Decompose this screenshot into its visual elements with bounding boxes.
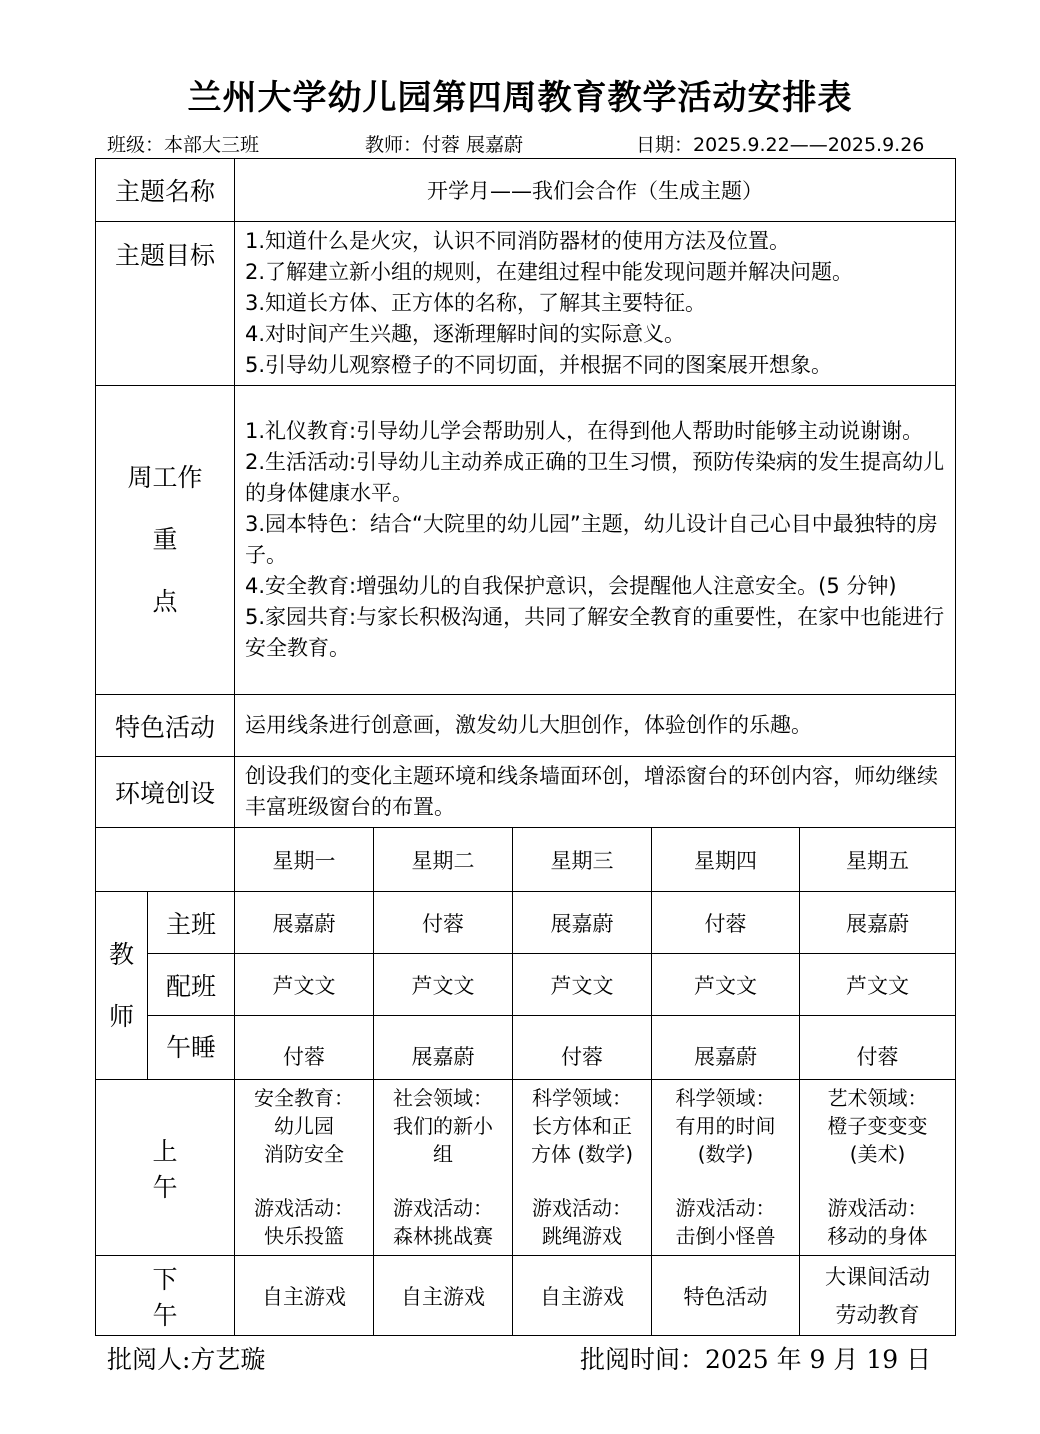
lesson-line: 我们的新小 — [393, 1114, 494, 1138]
afternoon-line: 劳动教育 — [835, 1302, 920, 1327]
schedule-table — [95, 158, 956, 1336]
environment-value: 创设我们的变化主题环境和线条墙面环创，增添窗台的环创内容，师幼继续丰富班级窗台的布置。 — [235, 757, 956, 828]
afternoon-label: 下午 — [96, 1256, 235, 1336]
role-label: 午睡 — [148, 1016, 235, 1080]
corner-cell — [96, 828, 235, 892]
page-title: 兰州大学幼儿园第四周教育教学活动安排表 — [187, 78, 853, 118]
game-line: 跳绳游戏 — [542, 1224, 623, 1248]
teacher-name: 付蓉 — [374, 892, 513, 954]
goals-list — [235, 222, 956, 386]
game-line: 游戏活动： — [532, 1196, 633, 1220]
morning-label: 上午 — [96, 1080, 235, 1256]
lesson-line: 有用的时间 — [675, 1114, 776, 1138]
lesson-line: 艺术领域： — [827, 1086, 928, 1110]
feature-label: 特色活动 — [96, 695, 235, 757]
day-header: 星期二 — [374, 828, 513, 892]
feature-value: 运用线条进行创意画，激发幼儿大胆创作，体验创作的乐趣。 — [235, 695, 956, 757]
game-line: 移动的身体 — [827, 1224, 928, 1248]
lesson-line: 组 — [433, 1142, 454, 1166]
afternoon-cell: 自主游戏 — [513, 1256, 652, 1336]
afternoon-cell: 自主游戏 — [374, 1256, 513, 1336]
date-info: 日期：2025.9.22——2025.9.26 — [636, 134, 925, 156]
game-line: 森林挑战赛 — [393, 1224, 494, 1248]
theme-label: 主题名称 — [96, 159, 235, 222]
goals-label: 主题目标 — [96, 222, 235, 386]
game-line: 击倒小怪兽 — [675, 1224, 776, 1248]
morning-cell — [652, 1080, 800, 1256]
teacher-label-char: 师 — [108, 1001, 134, 1031]
day-header: 星期三 — [513, 828, 652, 892]
role-label: 配班 — [148, 954, 235, 1016]
lesson-line: 方体 (数学) — [531, 1142, 633, 1166]
goal-item: 2.了解建立新小组的规则，在建组过程中能发现问题并解决问题。 — [245, 260, 854, 284]
goal-item: 4.对时间产生兴趣，逐渐理解时间的实际意义。 — [245, 322, 686, 346]
weekly-focus-list — [235, 386, 956, 695]
lesson-line: (美术) — [849, 1142, 906, 1166]
day-header: 星期一 — [235, 828, 374, 892]
teacher-label — [96, 892, 148, 1080]
morning-cell — [374, 1080, 513, 1256]
teacher-name: 芦文文 — [800, 954, 956, 1016]
lesson-line: 社会领域： — [393, 1086, 494, 1110]
goal-item: 1.知道什么是火灾，认识不同消防器材的使用方法及位置。 — [245, 229, 791, 253]
teacher-name: 展嘉蔚 — [235, 892, 374, 954]
morning-cell — [235, 1080, 374, 1256]
theme-value: 开学月——我们会合作（生成主题） — [235, 159, 956, 222]
game-line: 游戏活动： — [675, 1196, 776, 1220]
morning-cell — [800, 1080, 956, 1256]
lesson-line: 安全教育： — [254, 1086, 355, 1110]
teacher-name: 展嘉蔚 — [652, 1016, 800, 1080]
lesson-line: (数学) — [697, 1142, 754, 1166]
game-line: 游戏活动： — [254, 1196, 355, 1220]
teacher-name: 芦文文 — [374, 954, 513, 1016]
day-header: 星期五 — [800, 828, 956, 892]
focus-item: 4.安全教育:增强幼儿的自我保护意识，会提醒他人注意安全。(5 分钟) — [245, 574, 897, 598]
class-info: 班级：本部大三班 — [107, 134, 260, 156]
afternoon-cell: 特色活动 — [652, 1256, 800, 1336]
teacher-name: 芦文文 — [652, 954, 800, 1016]
morning-cell — [513, 1080, 652, 1256]
afternoon-line: 大课间活动 — [825, 1264, 931, 1289]
environment-label: 环境创设 — [96, 757, 235, 828]
teacher-label-char: 教 — [108, 939, 134, 969]
teacher-name: 付蓉 — [513, 1016, 652, 1080]
teacher-name: 付蓉 — [800, 1016, 956, 1080]
teacher-name: 展嘉蔚 — [800, 892, 956, 954]
teacher-name: 展嘉蔚 — [513, 892, 652, 954]
game-line: 游戏活动： — [393, 1196, 494, 1220]
role-label: 主班 — [148, 892, 235, 954]
weekly-focus-label-line2: 重点 — [152, 525, 208, 616]
weekly-focus-label-line1: 周工作 — [127, 463, 203, 492]
teacher-info: 教师：付蓉 展嘉蔚 — [365, 134, 524, 156]
game-line: 游戏活动： — [827, 1196, 928, 1220]
weekly-focus-label — [96, 386, 235, 695]
lesson-line: 消防安全 — [264, 1142, 345, 1166]
teacher-name: 付蓉 — [235, 1016, 374, 1080]
lesson-line: 长方体和正 — [532, 1114, 633, 1138]
focus-item: 5.家园共育:与家长积极沟通，共同了解安全教育的重要性，在家中也能进行安全教育。 — [245, 605, 945, 660]
teacher-name: 付蓉 — [652, 892, 800, 954]
day-header: 星期四 — [652, 828, 800, 892]
lesson-line: 幼儿园 — [274, 1114, 335, 1138]
afternoon-cell: 自主游戏 — [235, 1256, 374, 1336]
lesson-line: 橙子变变变 — [827, 1114, 928, 1138]
teacher-name: 展嘉蔚 — [374, 1016, 513, 1080]
teacher-name: 芦文文 — [235, 954, 374, 1016]
reviewer: 批阅人:方艺璇 — [107, 1345, 266, 1374]
focus-item: 3.园本特色：结合“大院里的幼儿园”主题，幼儿设计自己心目中最独特的房子。 — [245, 512, 938, 567]
goal-item: 3.知道长方体、正方体的名称，了解其主要特征。 — [245, 291, 707, 315]
goal-item: 5.引导幼儿观察橙子的不同切面，并根据不同的图案展开想象。 — [245, 353, 833, 377]
lesson-line: 科学领域： — [532, 1086, 633, 1110]
focus-item: 2.生活活动:引导幼儿主动养成正确的卫生习惯，预防传染病的发生提高幼儿的身体健康水平。 — [245, 450, 945, 505]
teacher-name: 芦文文 — [513, 954, 652, 1016]
focus-item: 1.礼仪教育:引导幼儿学会帮助别人，在得到他人帮助时能够主动说谢谢。 — [245, 419, 924, 443]
lesson-line: 科学领域： — [675, 1086, 776, 1110]
game-line: 快乐投篮 — [264, 1224, 345, 1248]
afternoon-cell — [800, 1256, 956, 1336]
review-time: 批阅时间：2025 年 9 月 19 日 — [580, 1345, 932, 1374]
